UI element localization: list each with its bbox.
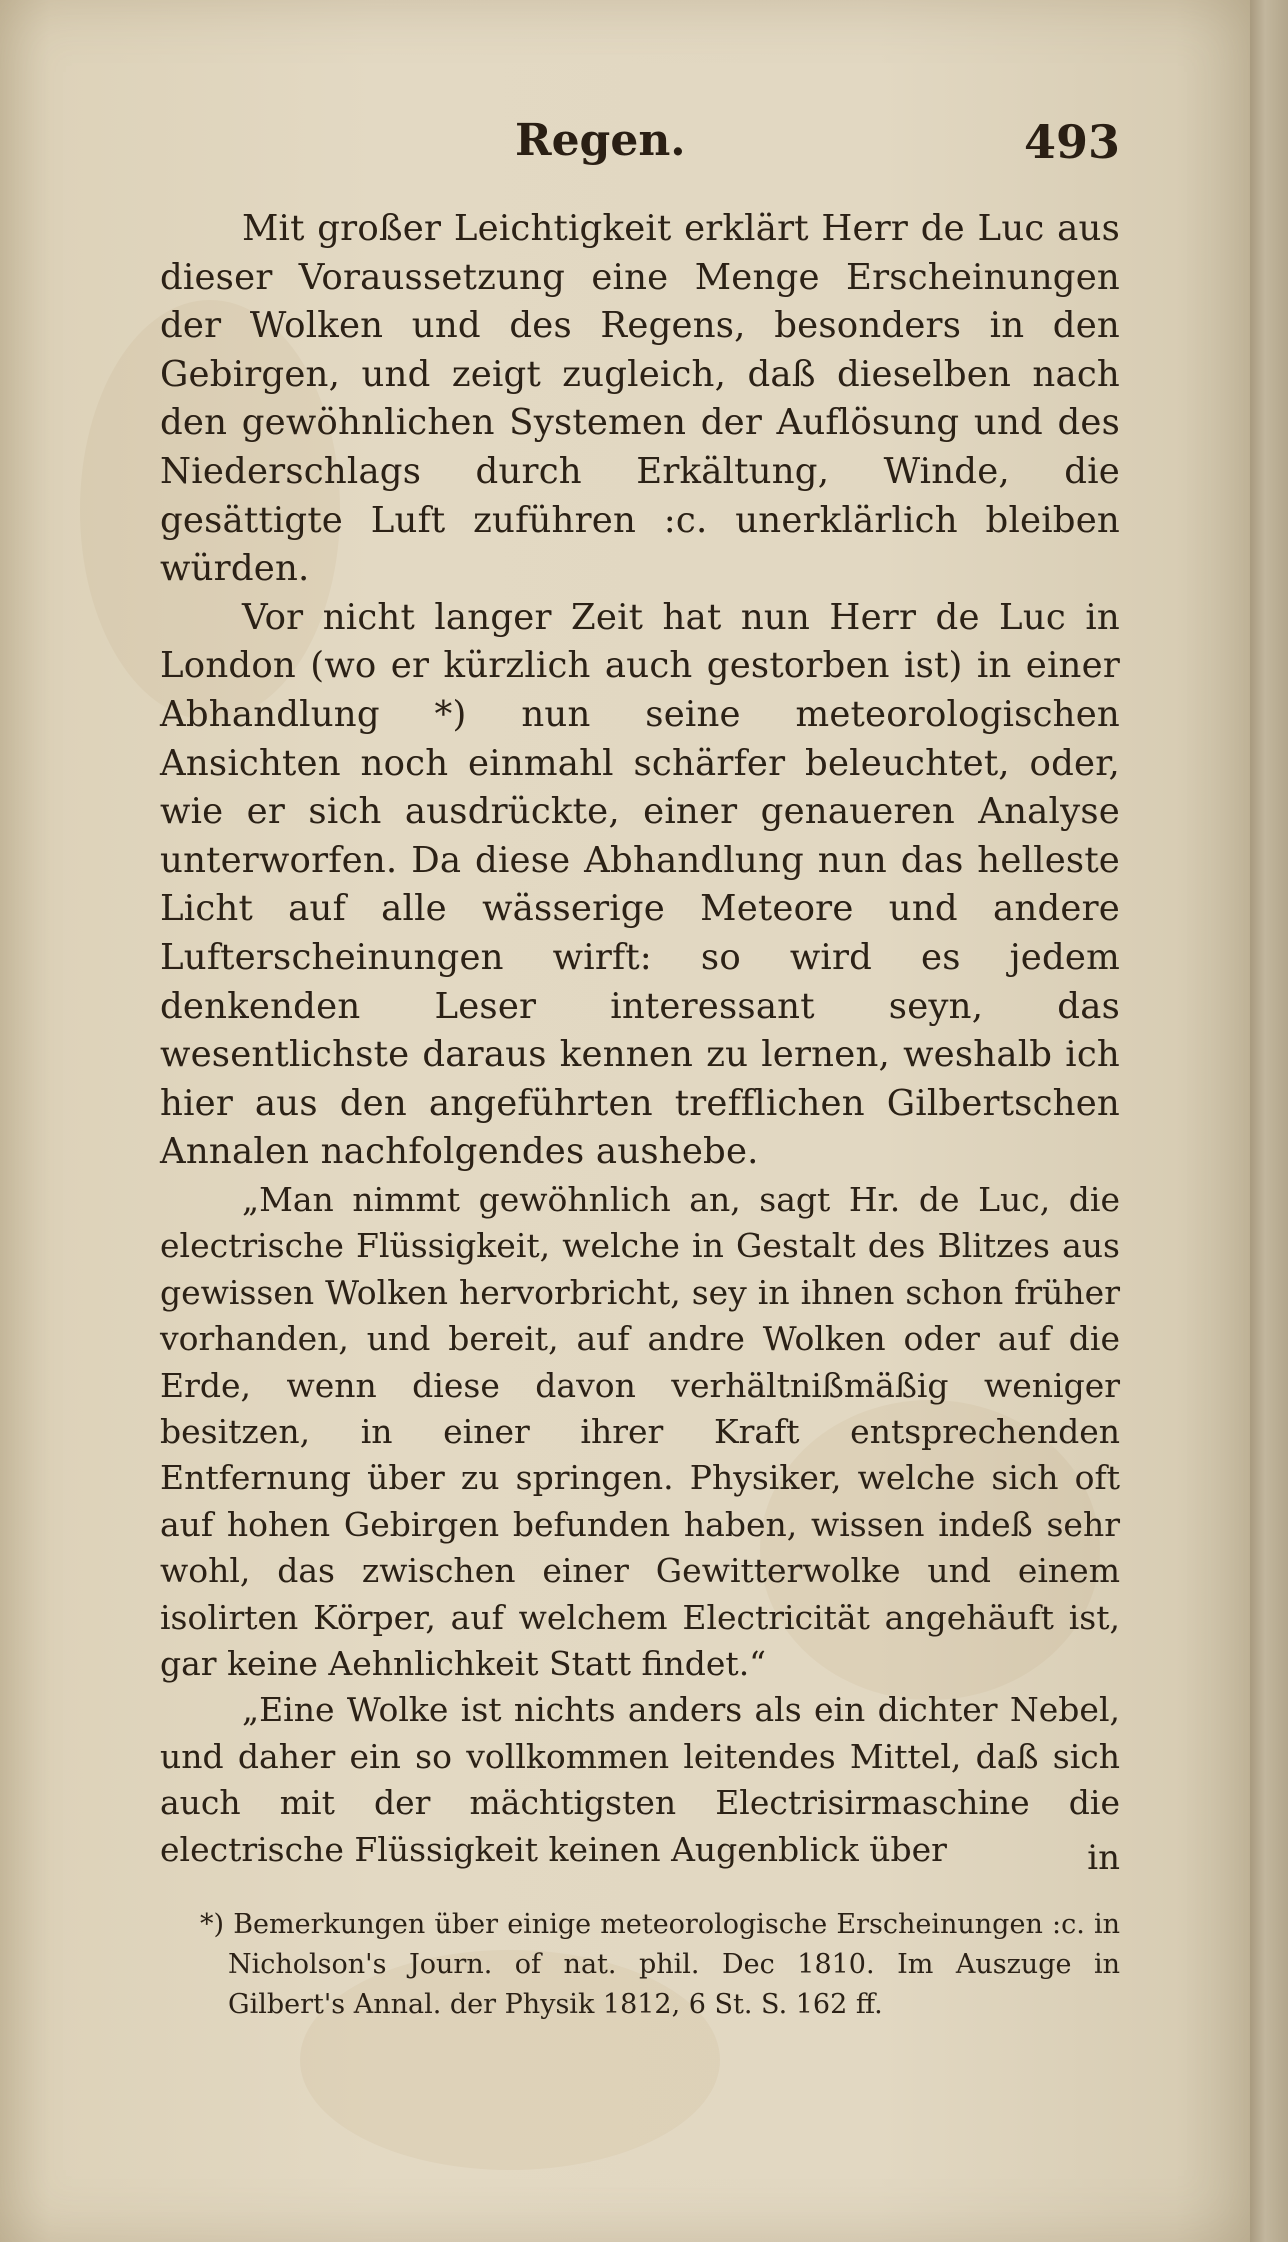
running-title: Regen. — [515, 115, 686, 166]
catchword: in — [1087, 1838, 1120, 1878]
page-edge — [1250, 0, 1288, 2242]
paragraph-treatise: Vor nicht langer Zeit hat nun Herr de Luc in London (wo er kürzlich auch gestorben ist) in einer Abhandlung *) nun seine meteorologischen Ansichten noch einmahl schärfer beleuchtet, oder, wie er sich ausdrückte, einer genaueren Analyse unterworfen. Da diese Abhandlung nun das helleste Licht auf alle wässerige Meteore und andere Lufterscheinungen wirft: so wird es jedem denkenden Leser interessant seyn, das wesentlichste daraus kennen zu lernen, weshalb ich hier aus den angeführten trefflichen Gilbertschen Annalen nachfolgendes aushebe. — [160, 596, 1120, 1173]
paragraph-quote-cloud: „Eine Wolke ist nichts anders als ein dichter Nebel, und daher ein so vollkommen leitendes Mittel, daß sich auch mit der mächtigsten Electrisirmaschine die electrische Flüssigkeit keinen Augenblick über — [160, 1690, 1120, 1869]
page-number: 493 — [1023, 115, 1120, 169]
body-text — [160, 205, 1120, 1873]
paragraph-quote-electric-fluid: „Man nimmt gewöhnlich an, sagt Hr. de Luc, die electrische Flüssigkeit, welche in Gestalt des Blitzes aus gewissen Wolken hervorbricht, sey in ihnen schon früher vorhanden, und bereit, auf andre Wolken oder auf die Erde, wenn diese davon verhältnißmäßig weniger besitzen, in einer ihrer Kraft entsprechenden Entfernung über zu springen. Physiker, welche sich oft auf hohen Gebirgen befunden haben, wissen indeß sehr wohl, das zwischen einer Gewitterwolke und einem isolirten Körper, auf welchem Electricität angehäuft ist, gar keine Aehnlichkeit Statt findet.“ — [160, 1179, 1120, 1683]
page-header — [160, 110, 1120, 180]
footnote — [200, 1905, 1120, 2025]
paragraph-de-luc-explanation: Mit großer Leichtigkeit erklärt Herr de Luc aus dieser Voraussetzung eine Menge Erscheinungen der Wolken und des Regens, besonders in den Gebirgen, und zeigt zugleich, daß dieselben nach den gewöhnlichen Systemen der Auflösung und des Niederschlags durch Erkältung, Winde, die gesättigte Luft zuführen :c. unerklärlich bleiben würden. — [160, 208, 1120, 590]
footnote-text: *) Bemerkungen über einige meteorologische Erscheinungen :c. in Nicholson's Journ. of nat. phil. Dec 1810. Im Auszuge in Gilbert's Annal. der Physik 1812, 6 St. S. 162 ff. — [200, 1909, 1120, 2020]
